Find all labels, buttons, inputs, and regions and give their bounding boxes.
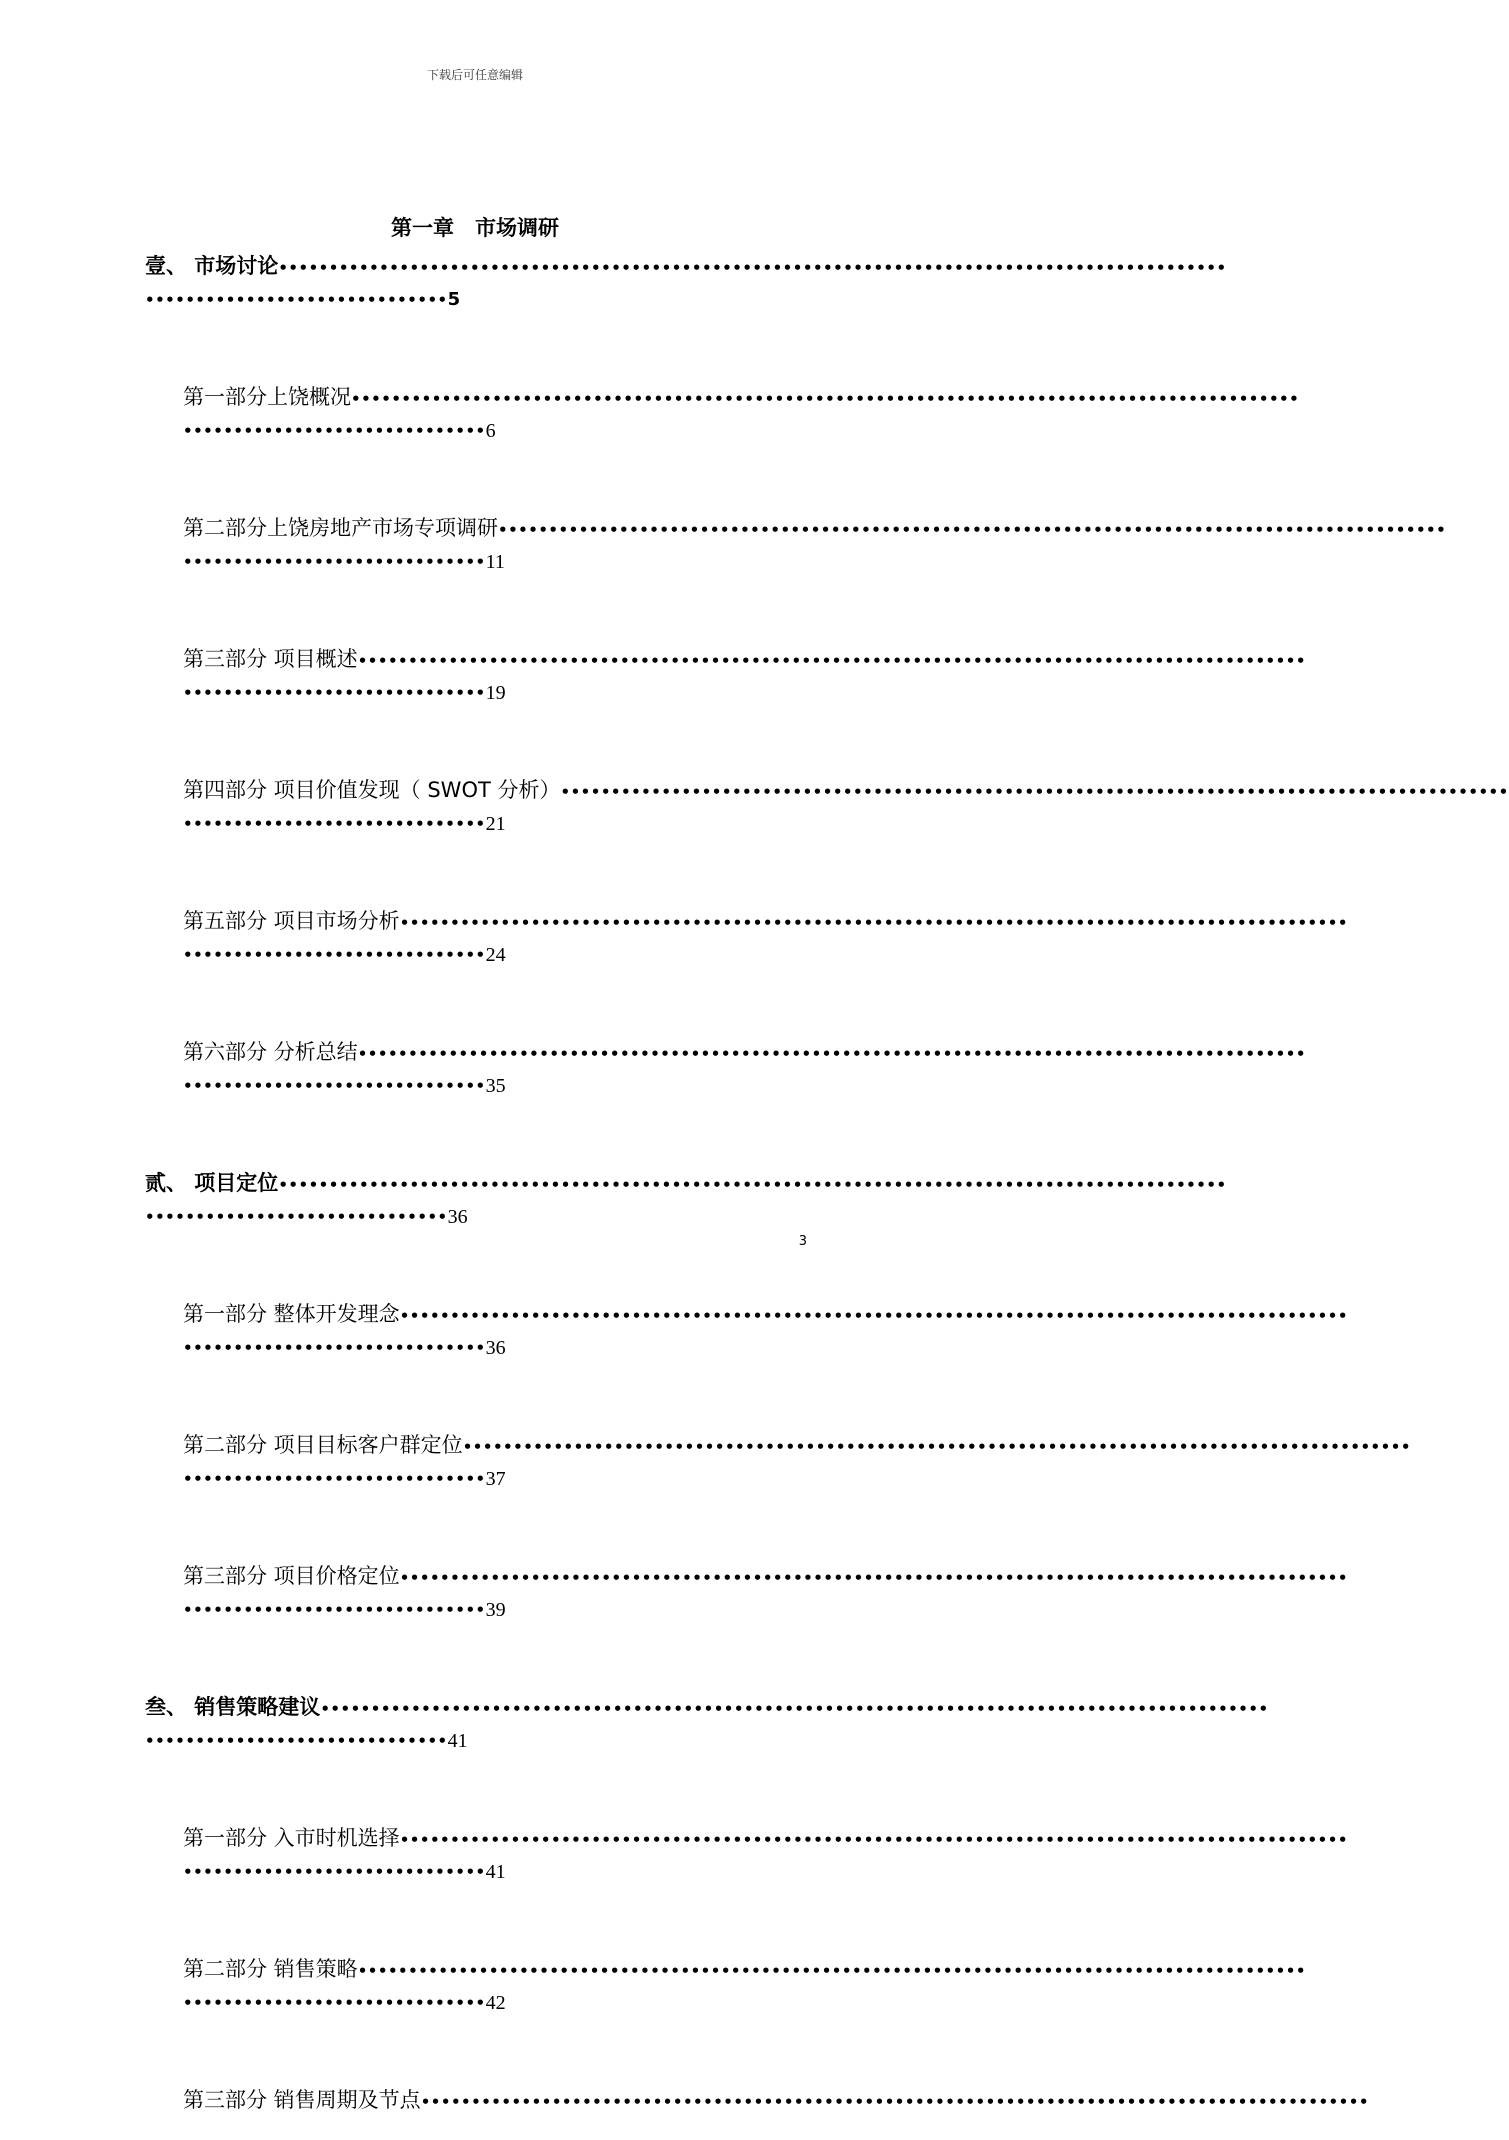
toc-leader: •••••••••••••••••••••••••••••• [145, 1208, 448, 1226]
toc-section-1[interactable] [0, 246, 1227, 377]
toc-page-number: 39 [485, 1599, 506, 1621]
toc-part[interactable] [0, 2080, 1369, 2140]
toc-page-number: 41 [485, 1861, 506, 1883]
toc-page-number: 24 [485, 944, 506, 966]
toc-page-number: 41 [447, 1730, 468, 1752]
chapter-title: 第一章 市场调研 [391, 216, 559, 240]
toc-leader: •••••••••••••••••••••••••••••• [183, 422, 486, 440]
toc-leader: •••••••••••••••••••••••••••••••••••••••••••••••••••••••••••••••••••••••••••••••••••••••••••••• [278, 1176, 1227, 1194]
toc-section-3[interactable] [0, 1687, 1269, 1818]
toc-label: 第一部分上饶概况 [183, 385, 351, 409]
toc-label: 第一部分 整体开发理念 [183, 1302, 400, 1326]
toc-part[interactable] [0, 770, 1509, 901]
toc-label: 第二部分上饶房地产市场专项调研 [183, 516, 498, 540]
toc-leader: •••••••••••••••••••••••••••••••••••••••••••••••••••••••••••••••••••••••••••••••••••••••••••••• [357, 652, 1306, 670]
toc-part[interactable] [0, 1556, 1348, 1687]
table-of-contents [0, 246, 1509, 2140]
toc-page-number: 35 [485, 1075, 506, 1097]
toc-page-number: 36 [485, 1337, 506, 1359]
toc-label: 壹、 市场讨论 [145, 254, 279, 278]
toc-label: 第四部分 项目价值发现（ SWOT 分析） [183, 778, 561, 802]
toc-label: 第二部分 销售策略 [183, 1957, 358, 1981]
toc-part[interactable] [0, 1818, 1348, 1949]
toc-leader: •••••••••••••••••••••••••••••••••••••••••••••••••••••••••••••••••••••••••••••••••••••••••••••• [399, 1307, 1348, 1325]
toc-page-number: 42 [485, 1992, 506, 2014]
toc-label: 第五部分 项目市场分析 [183, 909, 400, 933]
toc-label: 第二部分 项目目标客户群定位 [183, 1433, 463, 1457]
toc-leader: •••••••••••••••••••••••••••••••••••••••••••••••••••••••••••••••••••••••••••••••••••••••••••••• [399, 914, 1348, 932]
toc-page-number: 37 [485, 1468, 506, 1490]
toc-leader: •••••••••••••••••••••••••••••• [183, 1077, 486, 1095]
toc-leader: •••••••••••••••••••••••••••••• [183, 1863, 486, 1881]
toc-label: 第三部分 项目价格定位 [183, 1564, 400, 1588]
toc-leader: •••••••••••••••••••••••••••••• [183, 684, 486, 702]
toc-leader: •••••••••••••••••••••••••••••••••••••••••••••••••••••••••••••••••••••••••••••••••••••••••••••• [351, 390, 1300, 408]
toc-part[interactable] [0, 1294, 1348, 1425]
toc-part[interactable] [0, 901, 1348, 1032]
page-number: 3 [798, 1234, 807, 1249]
toc-page-number: 21 [485, 813, 506, 835]
toc-leader: •••••••••••••••••••••••••••••••••••••••••••••••••••••••••••••••••••••••••••••••••••••••••••••• [560, 783, 1509, 801]
toc-leader: •••••••••••••••••••••••••••••••••••••••••••••••••••••••••••••••••••••••••••••••••••••••••••••• [420, 2093, 1369, 2111]
toc-page-number: 11 [485, 551, 505, 573]
toc-leader: •••••••••••••••••••••••••••••••••••••••••••••••••••••••••••••••••••••••••••••••••••••••••••••• [462, 1438, 1411, 1456]
toc-part[interactable] [0, 1425, 1411, 1556]
toc-label: 叁、 销售策略建议 [145, 1695, 321, 1719]
toc-label: 第三部分 项目概述 [183, 647, 358, 671]
toc-page-number: 36 [447, 1206, 468, 1228]
toc-label: 第一部分 入市时机选择 [183, 1826, 400, 1850]
toc-leader: •••••••••••••••••••••••••••••••••••••••••••••••••••••••••••••••••••••••••••••••••••••••••••••• [399, 1831, 1348, 1849]
toc-leader: •••••••••••••••••••••••••••••• [183, 1339, 486, 1357]
toc-leader: •••••••••••••••••••••••••••••• [145, 1732, 448, 1750]
toc-leader: •••••••••••••••••••••••••••••••••••••••••••••••••••••••••••••••••••••••••••••••••••••••••••••• [357, 1962, 1306, 1980]
toc-part[interactable] [0, 377, 1300, 508]
toc-leader: •••••••••••••••••••••••••••••••••••••••••••••••••••••••••••••••••••••••••••••••••••••••••••••• [399, 1569, 1348, 1587]
toc-leader: •••••••••••••••••••••••••••••• [183, 1601, 486, 1619]
toc-page-number: 19 [485, 682, 506, 704]
toc-leader: •••••••••••••••••••••••••••••• [183, 1470, 486, 1488]
toc-part[interactable] [0, 639, 1306, 770]
toc-leader: •••••••••••••••••••••••••••••• [183, 815, 486, 833]
toc-page-number: 5 [447, 289, 461, 310]
toc-section-2[interactable] [0, 1163, 1227, 1294]
toc-part[interactable] [0, 1949, 1306, 2080]
toc-label: 贰、 项目定位 [145, 1171, 279, 1195]
toc-leader: •••••••••••••••••••••••••••••• [183, 946, 486, 964]
toc-page-number: 6 [485, 420, 496, 442]
toc-leader: •••••••••••••••••••••••••••••••••••••••••••••••••••••••••••••••••••••••••••••••••••••••••••••• [357, 1045, 1306, 1063]
toc-label: 第三部分 销售周期及节点 [183, 2088, 421, 2112]
toc-part[interactable] [0, 508, 1447, 639]
toc-leader: •••••••••••••••••••••••••••••••••••••••••••••••••••••••••••••••••••••••••••••••••••••••••••••• [320, 1700, 1269, 1718]
toc-leader: •••••••••••••••••••••••••••••• [183, 553, 486, 571]
page-header-watermark: 下载后可任意编辑 [426, 68, 523, 82]
toc-leader: •••••••••••••••••••••••••••••• [145, 291, 448, 309]
toc-label: 第六部分 分析总结 [183, 1040, 358, 1064]
toc-leader: •••••••••••••••••••••••••••••• [183, 1994, 486, 2012]
toc-part[interactable] [0, 1032, 1306, 1163]
toc-leader: •••••••••••••••••••••••••••••••••••••••••••••••••••••••••••••••••••••••••••••••••••••••••••••• [278, 259, 1227, 277]
toc-leader: •••••••••••••••••••••••••••••••••••••••••••••••••••••••••••••••••••••••••••••••••••••••••••••• [498, 521, 1447, 539]
